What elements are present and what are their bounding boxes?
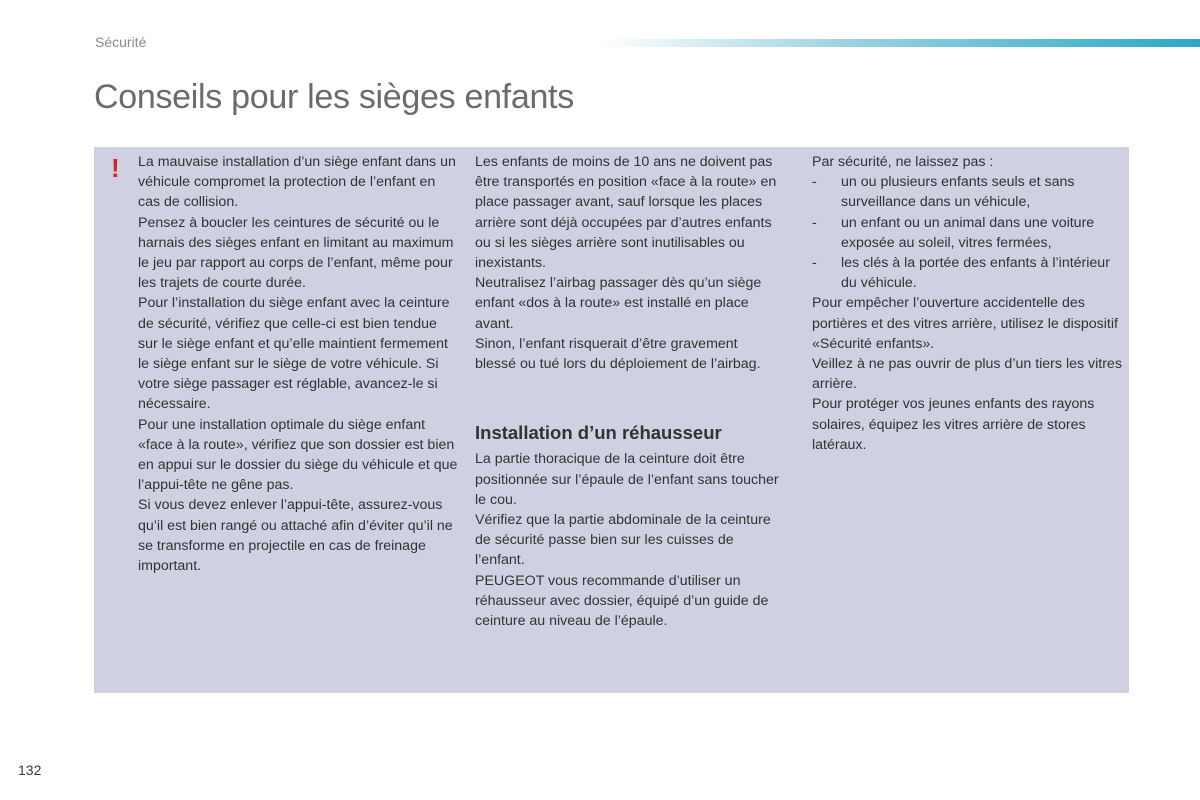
list-item-text: les clés à la portée des enfants à l’intérieur du véhicule. [841,255,1110,292]
page-title: Conseils pour les sièges enfants [94,78,574,116]
header-gradient-bar [600,39,1200,47]
paragraph: Pour une installation optimale du siège enfant «face à la route», vérifiez que son dossier est bien en appui sur le dossier du siège du véhicule et que l’appui-tête ne gêne pas. [138,416,458,494]
dash-marker: - [812,174,817,191]
paragraph: Neutralisez l’airbag passager dès qu’un siège enfant «dos à la route» est installé en place avant. [475,275,762,332]
list-item-text: un enfant ou un animal dans une voiture exposée au soleil, vitres fermées, [841,214,1095,251]
list-intro: Par sécurité, ne laissez pas : [812,154,994,170]
column-2 [475,152,780,631]
paragraph: Pensez à boucler les ceintures de sécurité ou le harnais des sièges enfant en limitant au maximum le jeu par rapport au corps de l’enfant, même pour les trajets de courte durée. [138,214,454,292]
paragraph: Sinon, l’enfant risquerait d’être gravement blessé ou tué lors du déploiement de l’airbag. [475,335,761,373]
paragraph: La mauvaise installation d’un siège enfant dans un véhicule compromet la protection de l’enfant en cas de collision. [138,154,456,211]
list-item [812,253,1124,293]
list-item [812,213,1124,253]
section-label: Sécurité [95,34,147,50]
paragraph: Pour empêcher l’ouverture accidentelle des portières et des vitres arrière, utilisez le dispositif «Sécurité enfants». [812,295,1118,352]
list-item [812,172,1124,212]
paragraph: Veillez à ne pas ouvrir de plus d’un tiers les vitres arrière. [812,356,1122,393]
paragraph: Les enfants de moins de 10 ans ne doivent pas être transportés en position «face à la route» en place passager avant, sauf lorsque les places arrière sont déjà occupées par d’autres enfants ou si les sièges arrière sont inutilisables ou inexistants. [475,154,777,272]
column-1 [138,152,458,576]
warning-list [812,172,1124,293]
advice-panel [94,147,1129,693]
paragraph: La partie thoracique de la ceinture doit être positionnée sur l’épaule de l’enfant sans toucher le cou. [475,451,779,508]
paragraph: Vérifiez que la partie abdominale de la ceinture de sécurité passe bien sur les cuisses de l’enfant. [475,512,771,569]
page-number: 132 [18,762,42,778]
dash-marker: - [812,214,817,231]
paragraph: Pour protéger vos jeunes enfants des rayons solaires, équipez les vitres arrière de stores latéraux. [812,396,1095,453]
paragraph: Pour l’installation du siège enfant avec la ceinture de sécurité, vérifiez que celle-ci est bien tendue sur le siège enfant et qu’elle maintient fermement le siège enfant sur le siège de votre véhicule. Si votre siège passager est réglable, avancez-le si nécessaire. [138,295,450,413]
paragraph: Si vous devez enlever l’appui-tête, assurez-vous qu’il est bien rangé ou attaché afin d’éviter qu’il ne se transforme en projectile en cas de freinage important. [138,497,453,575]
warning-icon: ! [111,153,120,183]
paragraph: PEUGEOT vous recommande d’utiliser un réhausseur avec dossier, équipé d’un guide de ceinture au niveau de l’épaule. [475,572,769,630]
column-3 [812,152,1124,455]
dash-marker: - [812,255,817,272]
subheading-booster: Installation d’un réhausseur [475,422,722,444]
list-item-text: un ou plusieurs enfants seuls et sans surveillance dans un véhicule, [841,174,1075,211]
